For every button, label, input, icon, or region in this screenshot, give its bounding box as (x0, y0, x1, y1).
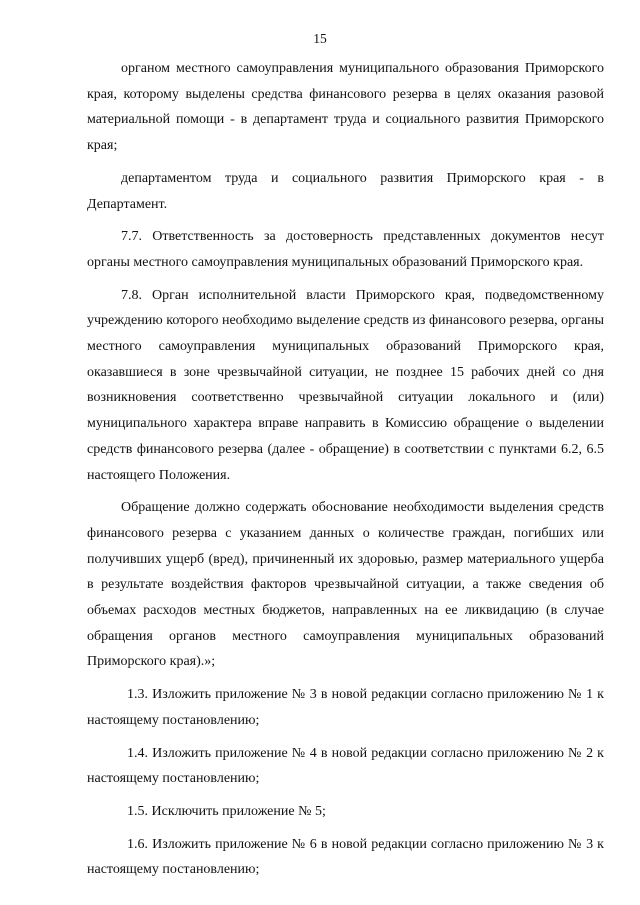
paragraph-continuation: органом местного самоуправления муниципального образования Приморского края, которому выделены средства финансового резерва в целях оказания разовой материальной помощи - в департамент труда и социального развития Приморского края; (87, 61, 604, 154)
paragraph-1-5: 1.5. Исключить приложение № 5; (127, 803, 326, 819)
paragraph-7-8: 7.8. Орган исполнительной власти Приморского края, подведомственному учреждению которого необходимо выделение средств из финансового резерва, органы местного самоуправления муниципальных образований Приморского края, оказавшиеся в зоне чрезвычайной ситуации, не позднее 15 рабочих дней со дня возникновения соответственно чрезвычайной ситуации локального и (или) муниципального характера вправе направить в Комиссию обращение о выделении средств финансового резерва (далее - обращение) в соответствии с пунктами 6.2, 6.5 настоящего Положения. (87, 287, 604, 483)
paragraph-1-4: 1.4. Изложить приложение № 4 в новой редакции согласно приложению № 2 к настоящему постановлению; (87, 745, 604, 787)
paragraph-appeal-content: Обращение должно содержать обоснование необходимости выделения средств финансового резерва с указанием данных о количестве граждан, погибших или получивших ущерб (вред), причиненный их здоровью, размер материального ущерба в результате воздействия факторов чрезвычайной ситуации, а также сведения об объемах расходов местных бюджетов, направленных на ее ликвидацию (в случае обращения органов местного самоуправления муниципальных образований Приморского края).»; (87, 500, 604, 670)
paragraph-department: департаментом труда и социального развития Приморского края - в Департамент. (87, 170, 604, 212)
paragraph-7-7: 7.7. Ответственность за достоверность представленных документов несут органы местного самоуправления муниципальных образований Приморского края. (87, 229, 604, 270)
page-number: 15 (313, 31, 327, 46)
paragraph-1-6: 1.6. Изложить приложение № 6 в новой редакции согласно приложению № 3 к настоящему постановлению; (87, 836, 604, 878)
paragraph-1-3: 1.3. Изложить приложение № 3 в новой редакции согласно приложению № 1 к настоящему постановлению; (87, 687, 604, 728)
document-body (87, 56, 604, 883)
